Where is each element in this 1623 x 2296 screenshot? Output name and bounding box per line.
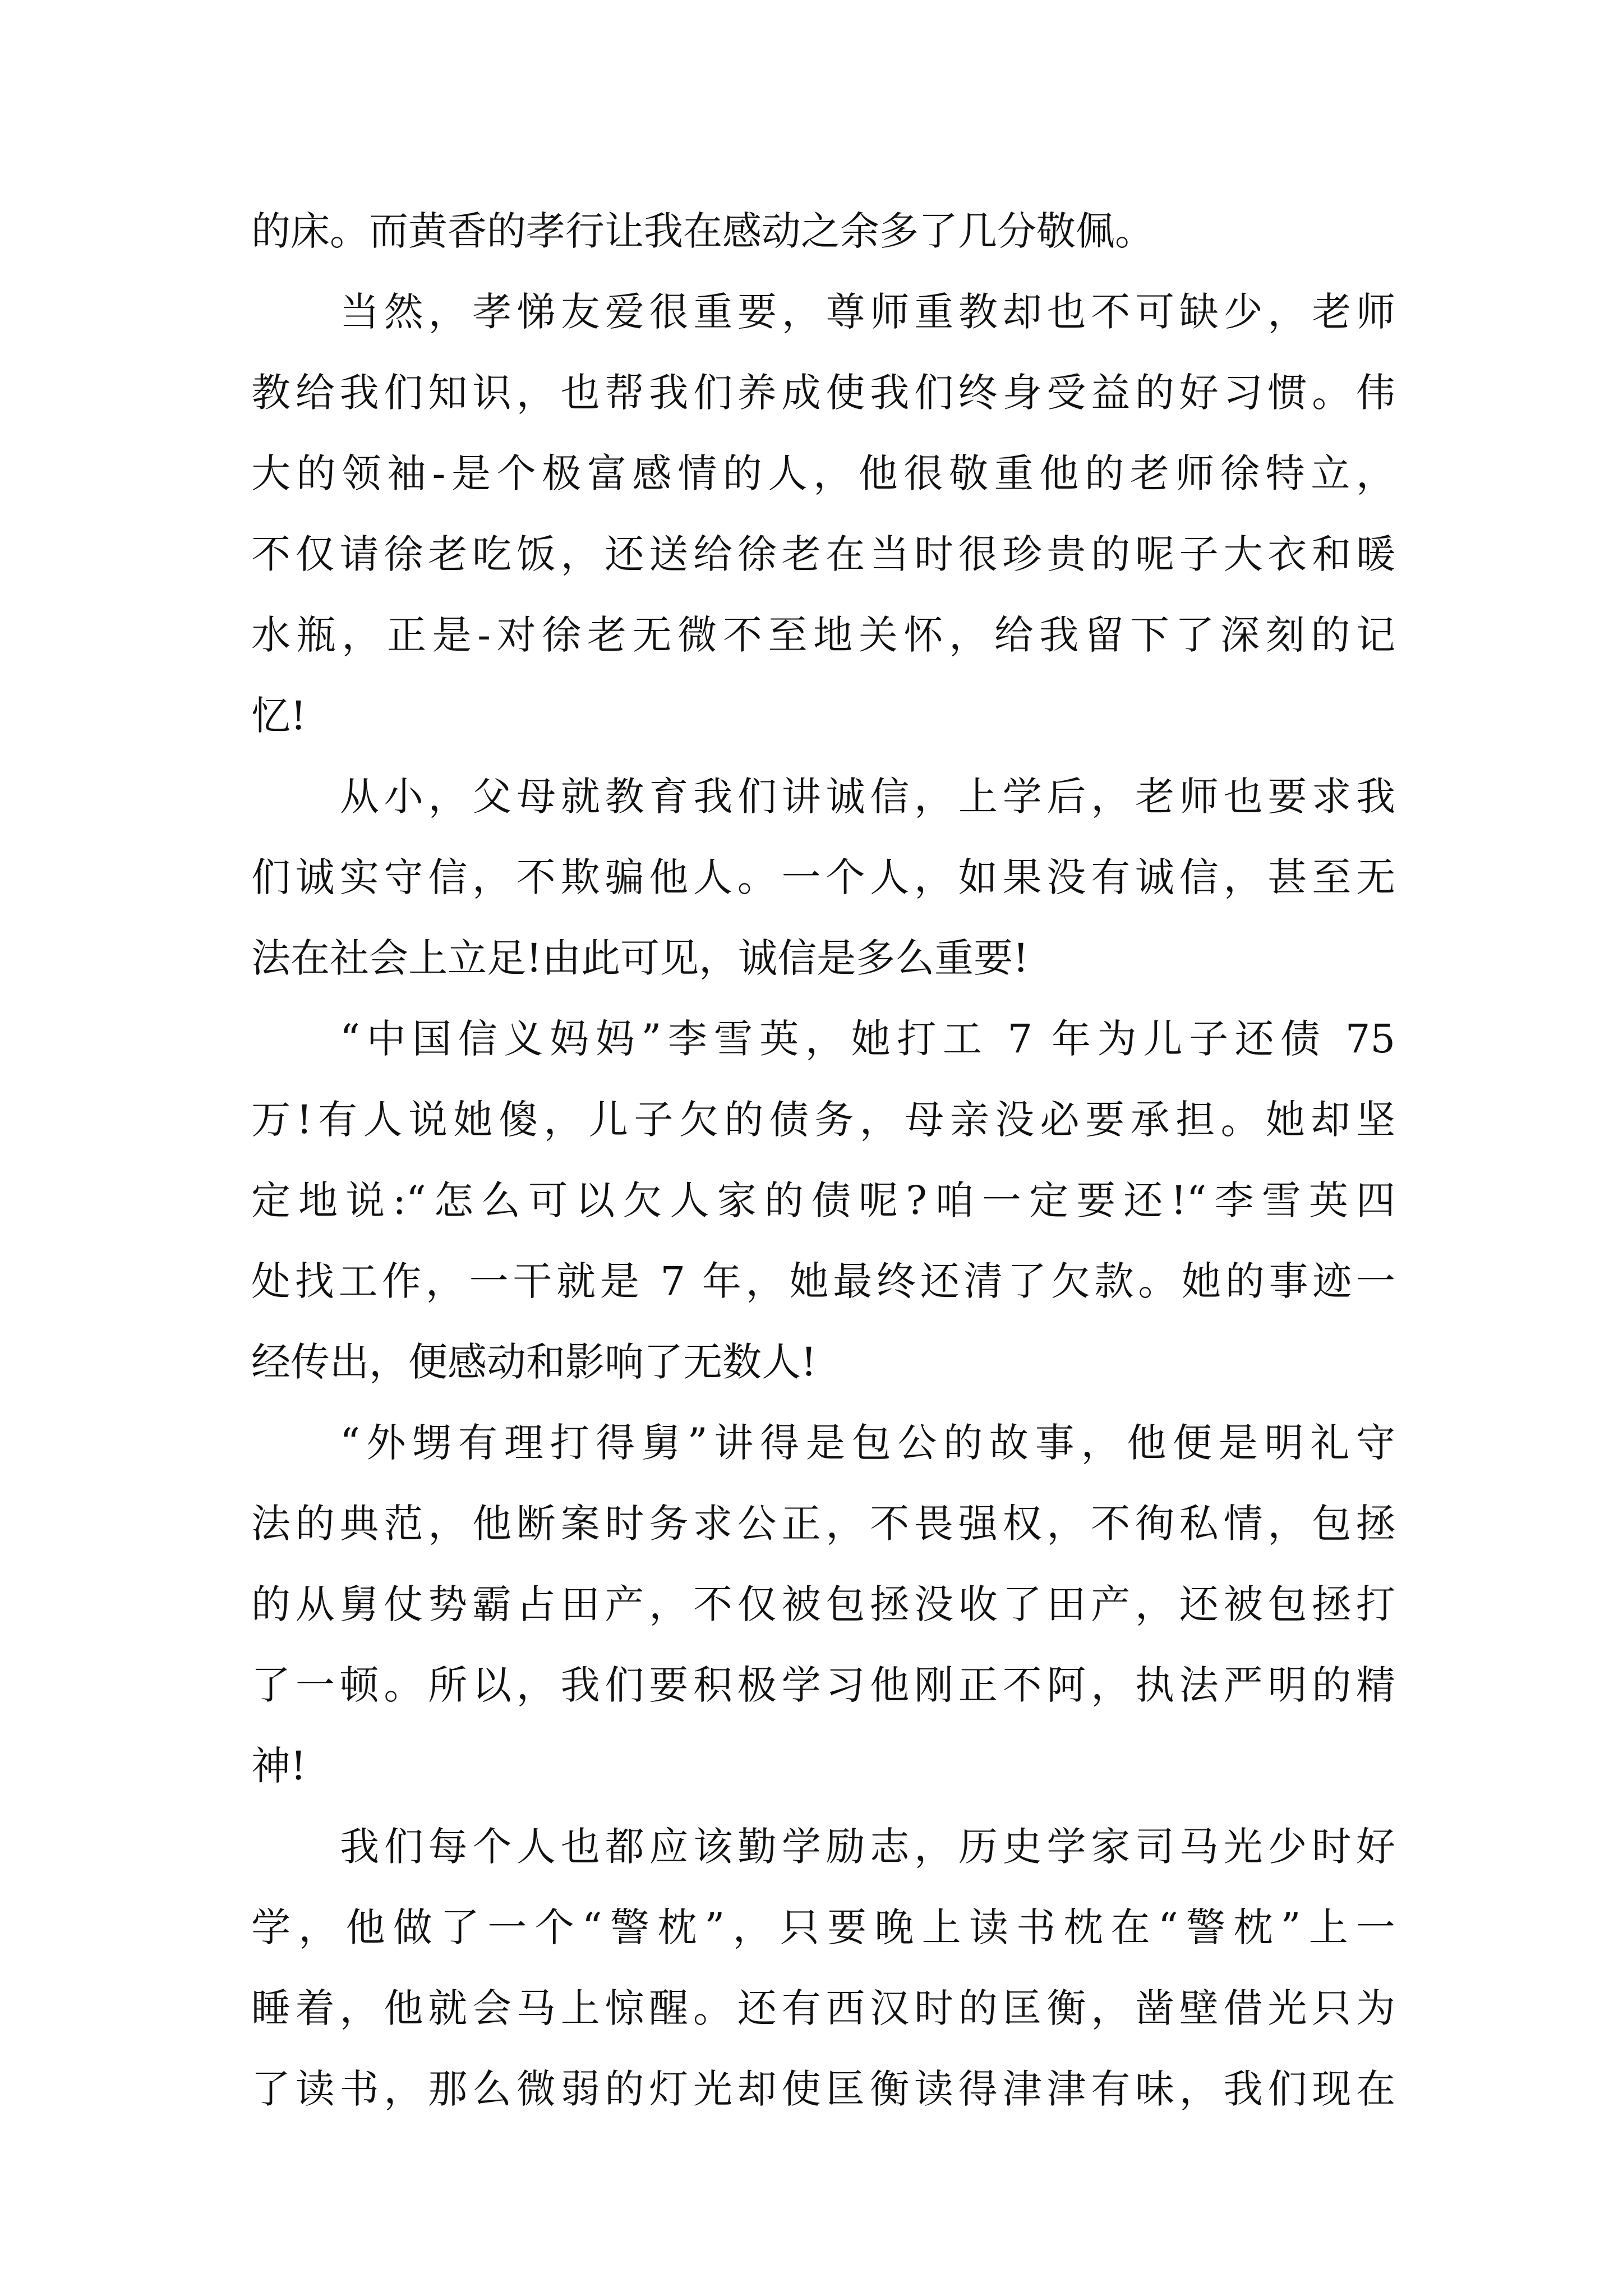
text-line: “中国信义妈妈”李雪英，她打工 7 年为儿子还债 75	[340, 1016, 1395, 1062]
text-line: 经传出，便感动和影响了无数人!	[251, 1339, 817, 1385]
text-line: 从小，父母就教育我们讲诚信，上学后，老师也要求我	[340, 774, 1395, 820]
text-line: 了读书，那么微弱的灯光却使匡衡读得津津有味，我们现在	[251, 2066, 1395, 2112]
text-line: 水瓶，正是-对徐老无微不至地关怀，给我留下了深刻的记	[251, 612, 1395, 658]
text-line: 的床。而黄香的孝行让我在感动之余多了几分敬佩。	[251, 208, 1154, 254]
text-line: 我们每个人也都应该勤学励志，历史学家司马光少时好	[340, 1824, 1395, 1870]
text-line: 的从舅仗势霸占田产，不仅被包拯没收了田产，还被包拯打	[251, 1581, 1395, 1627]
text-line: 大的领袖-是个极富感情的人，他很敬重他的老师徐特立，	[251, 450, 1395, 496]
text-line: 教给我们知识，也帮我们养成使我们终身受益的好习惯。伟	[251, 370, 1395, 416]
text-line: 处找工作，一干就是 7 年，她最终还清了欠款。她的事迹一	[251, 1258, 1395, 1304]
text-line: 不仅请徐老吃饭，还送给徐老在当时很珍贵的呢子大衣和暖	[251, 531, 1395, 577]
body-text	[251, 191, 1395, 2129]
text-line: 们诚实守信，不欺骗他人。一个人，如果没有诚信，甚至无	[251, 854, 1395, 900]
text-line: 睡着，他就会马上惊醒。还有西汉时的匡衡，凿壁借光只为	[251, 1985, 1395, 2031]
text-line: 学，他做了一个“警枕”，只要晚上读书枕在“警枕”上一	[251, 1904, 1395, 1950]
text-line: 法在社会上立足!由此可见，诚信是多么重要!	[251, 935, 1029, 981]
text-line: 万!有人说她傻，儿子欠的债务，母亲没必要承担。她却坚	[251, 1097, 1395, 1143]
text-line: 了一顿。所以，我们要积极学习他刚正不阿，执法严明的精	[251, 1662, 1395, 1708]
text-line: 法的典范，他断案时务求公正，不畏强权，不徇私情，包拯	[251, 1501, 1395, 1547]
text-line: 神!	[251, 1743, 307, 1789]
text-line: “外甥有理打得舅”讲得是包公的故事，他便是明礼守	[340, 1420, 1395, 1466]
text-line: 当然，孝悌友爱很重要，尊师重教却也不可缺少，老师	[340, 289, 1395, 335]
text-line: 忆!	[251, 693, 307, 739]
text-line: 定地说:“怎么可以欠人家的债呢?咱一定要还!“李雪英四	[251, 1177, 1395, 1223]
